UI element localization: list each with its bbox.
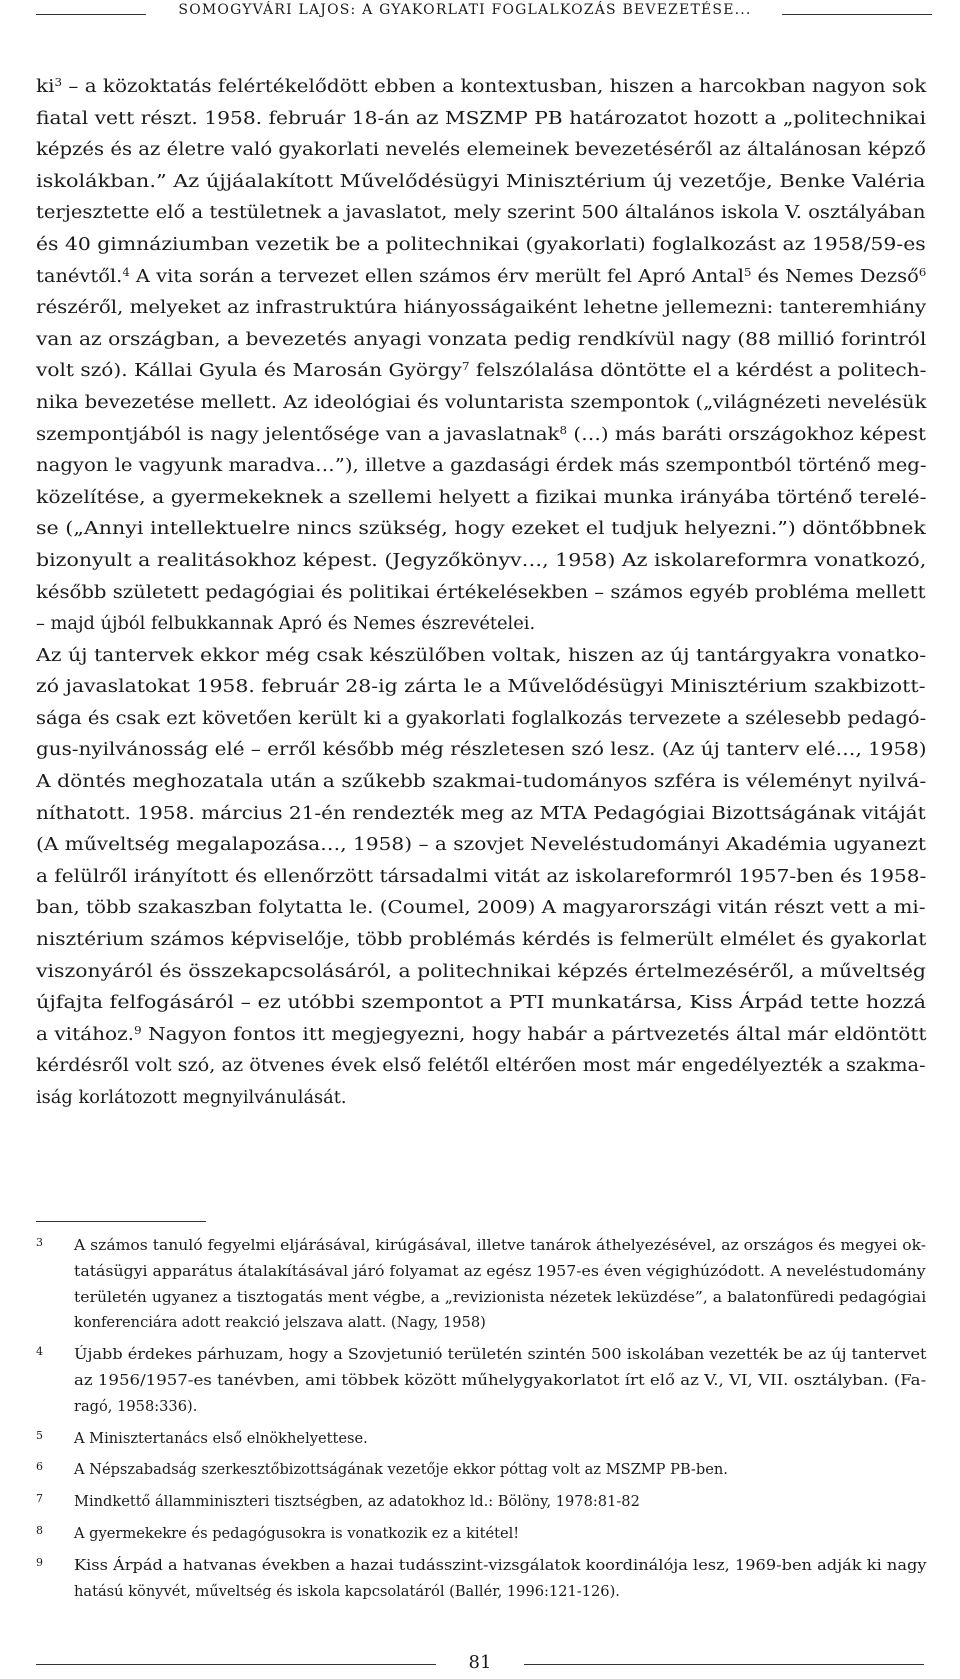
body-text-segment: fiatal vett részt. 1958. február 18-án az MSZMP PB határozatot hozott a „politechnikai [36, 107, 926, 129]
body-line [36, 103, 926, 135]
body-line [36, 324, 926, 356]
footnote-9 [36, 1553, 960, 1605]
footnote-ref: 4 [122, 265, 130, 279]
body-line [36, 640, 926, 672]
body-text-segment: nagyon le vagyunk maradva…”), illetve a gazdasági érdek más szempontból történő meg- [36, 455, 927, 477]
body-text-segment: közelítése, a gyermekeknek a szellemi helyett a fizikai munka irányába történő terelé- [36, 486, 927, 508]
page-footer [0, 1650, 960, 1679]
footnote-ref: 3 [54, 76, 63, 90]
body-line [36, 734, 926, 766]
body-line [36, 987, 926, 1019]
footnote-line: A Népszabadság szerkesztőbizottságának vezetője ekkor póttag volt az MSZMP PB-ben. [74, 1461, 728, 1479]
footnote-4 [36, 1342, 960, 1419]
body-text-segment: kérdésről volt szó, az ötvenes évek első felétől eltérően most már engedélyezték a szakma- [36, 1055, 926, 1077]
body-text-segment: felszólalása döntötte el a kérdést a politech- [469, 360, 927, 382]
footnote-line: hatású könyvét, műveltség és iskola kapcsolatáról (Ballér, 1996:121-126). [74, 1582, 620, 1600]
body-text-segment: zó javaslatokat 1958. február 28-ig zárta le a Művelődésügyi Minisztérium szakbizott- [36, 676, 926, 698]
body-text-segment: se („Annyi intellektuelre nincs szükség, hogy ezeket el tudjuk helyezni.”) döntőbbnek [36, 518, 926, 540]
body-text-segment: – a közoktatás felértékelődött ebben a kontextusban, hiszen a harcokban nagyon sok [62, 76, 927, 97]
footnote-ref: 6 [918, 265, 927, 279]
page-number: 81 [468, 1652, 492, 1673]
footnotes [36, 1233, 960, 1610]
body-line [36, 766, 926, 798]
footnote-8 [36, 1521, 960, 1547]
body-text-segment: sága és csak ezt követően került ki a gyakorlati foglalkozás tervezete a szélesebb pedagó- [36, 707, 927, 729]
footnote-line: tatásügyi apparátus átalakításával járó folyamat az egész 1957-es éven végighúzódott. A neveléstudomány [74, 1262, 926, 1280]
body-text-segment: Az új tantervek ekkor még csak készülőben voltak, hiszen az új tantárgyakra vonatko- [36, 644, 927, 666]
footnote-ref: 7 [461, 360, 470, 374]
body-line [36, 892, 926, 924]
body-text-segment: gus-nyilvánosság elé – erről később még részletesen szó lesz. (Az új tanterv elé…, 1958) [36, 739, 927, 761]
body-line [36, 1082, 347, 1114]
body-line [36, 703, 926, 735]
body-line [36, 1019, 926, 1051]
body-line [36, 671, 926, 703]
header-rule-right [782, 14, 932, 15]
body-text-segment: részéről, melyeket az infrastruktúra hiányosságaiként lehetne jellemezni: tanteremhiány [36, 297, 927, 319]
body-line [36, 450, 926, 482]
body-text-segment: szempontjából is nagy jelentősége van a javaslatnak [36, 423, 560, 445]
body-line [36, 166, 926, 198]
body-text-segment: ban, több szakaszban folytatta le. (Coumel, 2009) A magyarországi vitán részt vett a mi- [36, 897, 926, 919]
body-line [36, 229, 926, 261]
footnote-line: A gyermekekre és pedagógusokra is vonatkozik ez a kitétel! [74, 1524, 520, 1542]
footnote-ref: 9 [134, 1023, 142, 1037]
body-text-segment: és 40 gimnáziumban vezetik be a politechnikai (gyakorlati) foglalkozást az 1958/59-es [36, 233, 926, 255]
body-text [36, 71, 960, 1114]
body-text-segment: iskolákban.” Az újjáalakított Művelődésügyi Minisztérium új vezetője, Benke Valéria [36, 170, 926, 192]
body-text-segment: Nagyon fontos itt megjegyezni, hogy habár a pártvezetés által már eldöntött [141, 1023, 927, 1045]
body-text-segment: – majd újból felbukkannak Apró és Nemes észrevételei. [36, 613, 536, 635]
body-line [36, 829, 926, 861]
footnote-6 [36, 1457, 960, 1483]
body-line [36, 134, 926, 166]
footnote-line: területén ugyanez a tisztogatás ment végbe, a „revizionista nézetek leküzdése”, a balatonfüredi pedagógiai [74, 1288, 927, 1306]
footnote-line: konferenciára adott reakció jelszava alatt. (Nagy, 1958) [74, 1314, 486, 1332]
footnote-number: 6 [36, 1460, 43, 1474]
footnote-ref: 5 [743, 265, 752, 279]
body-text-segment: níthatott. 1958. március 21-én rendezték meg az MTA Pedagógiai Bizottságának vitáját [36, 802, 926, 824]
footnote-number: 8 [36, 1523, 43, 1537]
footnote-number: 5 [36, 1428, 43, 1442]
body-text-segment: (…) más baráti országokhoz képest [567, 423, 926, 445]
body-line [36, 482, 926, 514]
footnote-ref: 8 [559, 423, 568, 437]
body-text-segment: nika bevezetése mellett. Az ideológiai és voluntarista szempontok („világnézeti nevelésük [36, 391, 927, 413]
body-text-segment: a felülről irányított és ellenőrzött társadalmi vitát az iskolareformról 1957-ben és 1958- [36, 865, 927, 887]
body-text-segment: a vitához. [36, 1023, 135, 1045]
body-line [36, 545, 926, 577]
footnote-line: az 1956/1957-es tanévben, ami többek között műhelygyakorlatot írt elő az V., VI, VII. osztályban. (Fa- [74, 1371, 927, 1389]
body-text-segment: és Nemes Dezső [751, 265, 919, 287]
body-text-segment: tanévtől. [36, 265, 123, 287]
body-line [36, 1050, 926, 1082]
body-line [36, 513, 926, 545]
footnote-line: Mindkettő államminiszteri tisztségben, az adatokhoz ld.: Bölöny, 1978:81-82 [74, 1493, 640, 1511]
body-line [36, 798, 926, 830]
footnote-number: 7 [36, 1492, 43, 1506]
footnote-line: Kiss Árpád a hatvanas években a hazai tudásszint-vizsgálatok koordinálója lesz, 1969-ben adják ki nagy [74, 1556, 927, 1574]
footnote-separator [36, 1221, 206, 1222]
footnote-7 [36, 1489, 960, 1515]
body-text-segment: volt szó). Kállai Gyula és Marosán György [36, 360, 462, 382]
footer-rule-right [524, 1664, 924, 1665]
footnote-line: A Minisztertanács első elnökhelyettese. [74, 1429, 368, 1447]
body-text-segment: terjesztette elő a testületnek a javaslatot, mely szerint 500 általános iskola V. osztályában [36, 202, 926, 224]
body-line [36, 197, 926, 229]
footnote-line: A számos tanuló fegyelmi eljárásával, kirúgásával, illetve tanárok áthelyezésével, az országos és megyei ok- [74, 1237, 926, 1254]
body-text-segment: viszonyáról és összekapcsolásáról, a politechnikai képzés értelmezéséről, a műveltség [36, 960, 926, 982]
body-text-segment: A döntés meghozatala után a szűkebb szakmai-tudományos szféra is véleményt nyilvá- [36, 771, 927, 793]
body-text-segment: van az országban, a bevezetés anyagi vonzata pedig rendkívül nagy (88 millió forintról [36, 328, 927, 350]
body-text-segment: nisztérium számos képviselője, több problémás kérdés is felmerült elmélet és gyakorlat [36, 929, 927, 951]
footnote-number: 9 [36, 1555, 43, 1569]
body-line [36, 924, 926, 956]
body-line [36, 71, 926, 103]
body-text-segment: bizonyult a realitásokhoz képest. (Jegyzőkönyv…, 1958) Az iskolareformra vonatkozó, [36, 549, 927, 571]
body-line [36, 292, 926, 324]
body-text-segment: A vita során a tervezet ellen számos érv merült fel Apró Antal [129, 265, 744, 287]
body-text-segment: ki [36, 76, 55, 97]
body-text-segment: később született pedagógiai és politikai értékelésekben – számos egyéb probléma mellett [36, 581, 926, 603]
body-line [36, 419, 926, 451]
body-line [36, 956, 926, 988]
body-line [36, 261, 926, 293]
footnote-number: 3 [36, 1236, 43, 1249]
header-rule-left [36, 14, 146, 15]
footnote-5 [36, 1426, 960, 1452]
running-header [36, 0, 932, 30]
body-line [36, 608, 535, 640]
body-text-segment: képzés és az életre való gyakorlati nevelés elemeinek bevezetéséről az általánosan képző [36, 139, 926, 161]
footnote-3 [36, 1233, 960, 1336]
body-line [36, 577, 926, 609]
body-text-segment: (A műveltség megalapozása…, 1958) – a szovjet Neveléstudományi Akadémia ugyanezt [36, 834, 926, 856]
header-title: SOMOGYVÁRI LAJOS: A GYAKORLATI FOGLALKOZÁS BEVEZETÉSE... [178, 2, 752, 18]
body-line [36, 387, 926, 419]
footnote-line: ragó, 1958:336). [74, 1397, 198, 1415]
footnote-number: 4 [36, 1345, 43, 1359]
body-line [36, 861, 926, 893]
body-line [36, 355, 926, 387]
body-text-segment: iság korlátozott megnyilvánulását. [36, 1087, 347, 1108]
body-text-segment: újfajta felfogásáról – ez utóbbi szempontot a PTI munkatársa, Kiss Árpád tette hozzá [36, 992, 926, 1014]
footnote-line: Újabb érdekes párhuzam, hogy a Szovjetunió területén szintén 500 iskolában vezették be az új tantervet [74, 1346, 927, 1364]
